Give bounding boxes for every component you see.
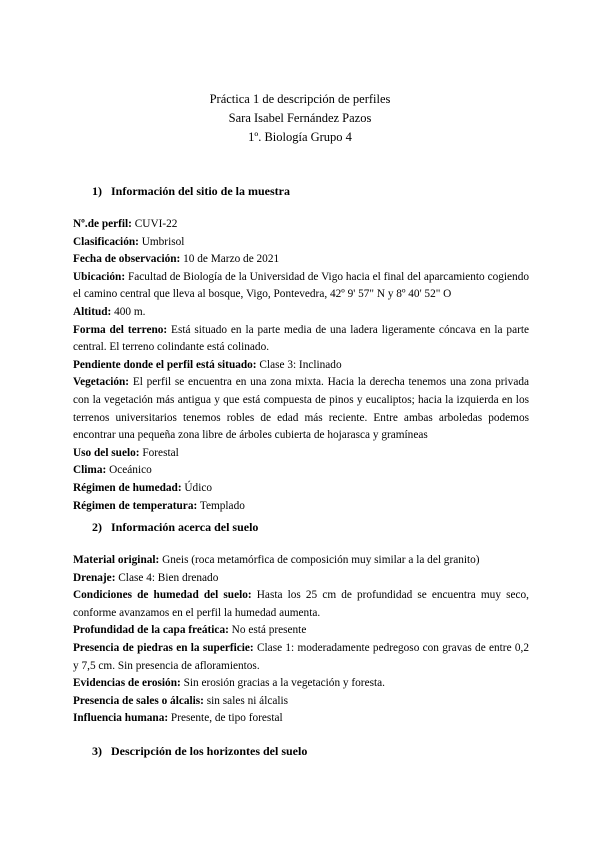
field-value: Oceánico [106, 464, 152, 477]
section-2-title: Información acerca del suelo [111, 520, 259, 534]
field-label: Clima: [73, 464, 107, 477]
field-material-original [73, 552, 529, 570]
field-condiciones-humedad [73, 587, 529, 622]
field-value: Sin erosión gracias a la vegetación y foresta. [180, 677, 385, 690]
author-name: Sara Isabel Fernández Pazos [228, 111, 372, 125]
field-value: Facultad de Biología de la Universidad de Vigo hacia el final del aparcamiento cogiendo el camino central que lleva al bosque, Vigo, Pontevedra, 42º 9' 57" N y 8º 40' 52" O [73, 270, 529, 301]
field-regimen-humedad [73, 480, 529, 498]
field-label: Influencia humana: [73, 712, 169, 725]
field-label: Presencia de piedras en la superficie: [73, 641, 254, 654]
document-title: Práctica 1 de descripción de perfiles [209, 92, 391, 106]
section-3-heading [92, 744, 307, 759]
field-label: Ubicación: [73, 270, 126, 283]
field-label: Vegetación: [73, 376, 130, 389]
field-piedras-superficie [73, 640, 529, 675]
field-label: Material original: [73, 554, 160, 566]
field-label: Pendiente donde el perfil está situado: [73, 358, 257, 371]
field-clasificacion [73, 234, 529, 252]
field-drenaje [73, 570, 529, 588]
section-3-number: 3) [92, 744, 102, 758]
field-value: Údico [181, 481, 213, 494]
field-value: 10 de Marzo de 2021 [180, 253, 280, 266]
field-value: CUVI-22 [131, 218, 178, 230]
field-ubicacion [73, 269, 529, 304]
field-label: Fecha de observación: [73, 253, 181, 266]
field-label: Condiciones de humedad del suelo: [73, 589, 252, 602]
section-2-fields [73, 552, 529, 728]
field-fecha [73, 251, 529, 269]
field-perfil [73, 216, 529, 234]
field-label: Profundidad de la capa freática: [73, 624, 229, 637]
field-value: Presente, de tipo forestal [168, 712, 283, 725]
field-value: El perfil se encuentra en una zona mixta. Hacia la derecha tenemos una zona privada con la vegetación más antigua y que está compuesta de pinos y eucaliptos; hacia la izquierda en los terrenos universitarios tenemos robles de edad más reciente. Entre ambas arboledas podemos encontrar una pequeña zona libre de árboles cubierta de hojarasca y gramíneas [73, 376, 529, 442]
course-group: 1º. Biología Grupo 4 [248, 130, 352, 144]
field-capa-freatica [73, 622, 529, 640]
field-label: Régimen de temperatura: [73, 499, 198, 512]
field-value: Gneis (roca metamórfica de composición muy similar a la del granito) [159, 554, 480, 566]
section-1-title: Información del sitio de la muestra [111, 184, 290, 198]
field-label: Presencia de sales o álcalis: [73, 694, 204, 707]
section-3-title: Descripción de los horizontes del suelo [111, 744, 308, 758]
document-header [0, 90, 600, 147]
field-label: Régimen de humedad: [73, 481, 182, 494]
field-uso-suelo [73, 445, 529, 463]
field-label: Uso del suelo: [73, 446, 140, 459]
field-label: Nº.de perfil: [73, 218, 132, 230]
field-value: 400 m. [111, 305, 146, 318]
field-value: Está situado en la parte media de una ladera ligeramente cóncava en la parte central. El terreno colindante está colinado. [73, 323, 529, 354]
field-sales-alcalis [73, 693, 529, 711]
section-2-heading [92, 520, 258, 535]
field-value: Templado [197, 499, 245, 512]
field-value: Clase 4: Bien drenado [115, 571, 219, 584]
section-1-number: 1) [92, 184, 102, 198]
field-value: Clase 3: Inclinado [256, 358, 342, 371]
field-erosion [73, 675, 529, 693]
field-label: Forma del terreno: [73, 323, 168, 336]
field-value: Hasta los 25 cm de profundidad se encuentra muy seco, conforme avanzamos en el perfil la humedad aumenta. [73, 589, 529, 619]
field-altitud [73, 304, 529, 322]
field-value: Umbrisol [138, 235, 185, 248]
section-2-number: 2) [92, 520, 102, 534]
field-value: sin sales ni álcalis [203, 694, 289, 707]
field-value: Clase 1: moderadamente pedregoso con gravas de entre 0,2 y 7,5 cm. Sin presencia de afloramientos. [73, 641, 529, 672]
field-value: No está presente [228, 624, 307, 637]
field-label: Evidencias de erosión: [73, 677, 181, 690]
field-label: Drenaje: [73, 571, 116, 584]
field-label: Altitud: [73, 305, 112, 318]
field-vegetacion [73, 374, 529, 444]
field-forma-terreno [73, 322, 529, 357]
field-regimen-temperatura [73, 498, 529, 516]
field-clima [73, 462, 529, 480]
section-1-fields [73, 216, 529, 515]
field-pendiente [73, 357, 529, 375]
field-influencia-humana [73, 710, 529, 728]
field-value: Forestal [139, 446, 179, 459]
field-label: Clasificación: [73, 235, 139, 248]
section-1-heading [92, 184, 290, 199]
